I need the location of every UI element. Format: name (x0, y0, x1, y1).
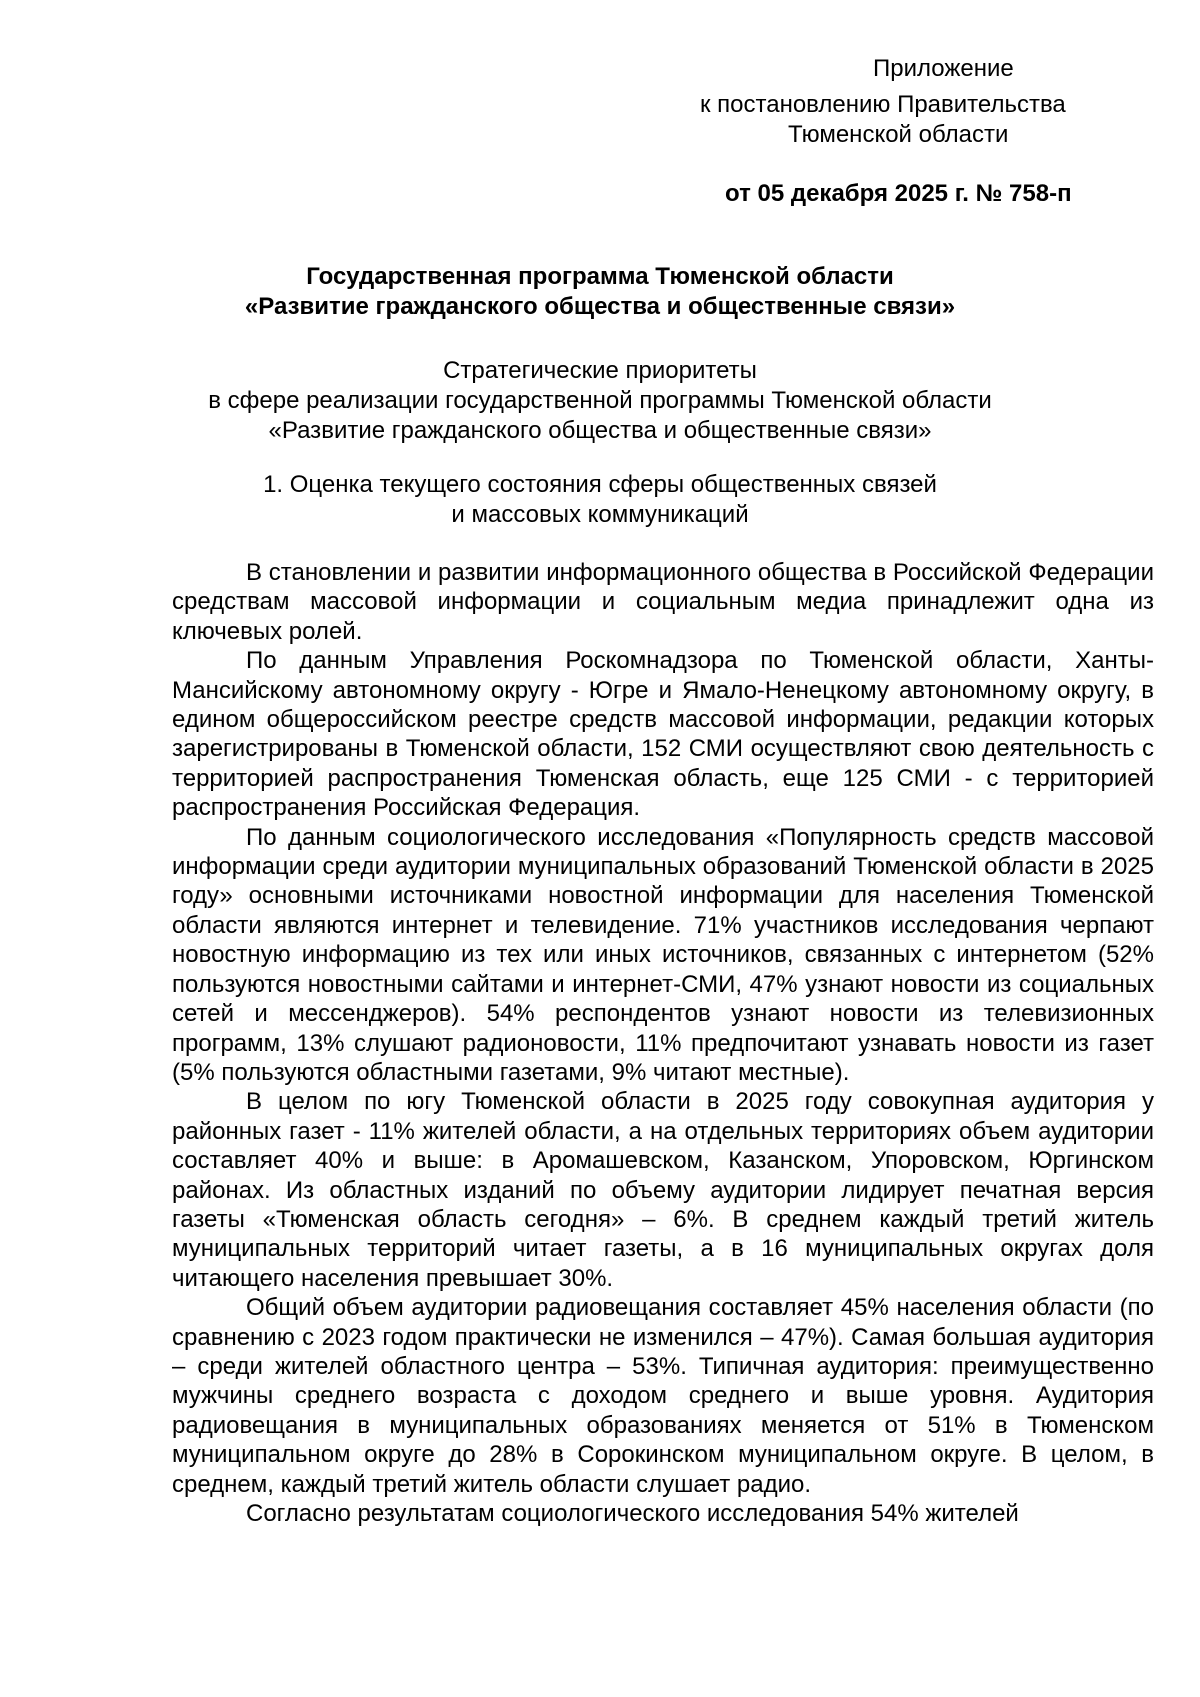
paragraph: По данным Управления Роскомнадзора по Тюменской области, Ханты-Мансийскому автономному округу - Югре и Ямало-Ненецкому автономному округу, в едином общероссийском реестре средств массовой информации, редакции которых зарегистрированы в Тюменской области, 152 СМИ осуществляют свою деятельность с территорией распространения Тюменская область, еще 125 СМИ - с территорией распространения Российская Федерация. (172, 647, 1154, 822)
resolution-region: Тюменской области (788, 121, 1009, 148)
paragraph: Общий объем аудитории радиовещания составляет 45% населения области (по сравнению с 2023 годом практически не изменился – 47%). Самая большая аудитория – среди жителей областного центра – 53%. Типичная аудитория: преимущественно мужчины среднего возраста с доходом среднего и выше уровня. Аудитория радиовещания в муниципальных образованиях меняется от 51% в Тюменском муниципальном округе до 28% в Сорокинском муниципальном округе. В целом, в среднем, каждый третий житель области слушает радио. (172, 1294, 1154, 1498)
paragraph: В целом по югу Тюменской области в 2025 году совокупная аудитория у районных газет - 11% жителей области, а на отдельных территориях объем аудитории составляет 40% и выше: в Аромашевском, Казанском, Упоровском, Юргинском районах. Из областных изданий по объему аудитории лидирует печатная версия газеты «Тюменская область сегодня» – 6%. В среднем каждый третий житель муниципальных территорий читает газеты, а в 16 муниципальных округах доля читающего населения превышает 30%. (172, 1088, 1154, 1292)
body-text (172, 558, 1154, 1528)
paragraph: Согласно результатам социологического исследования 54% жителей (246, 1500, 1019, 1527)
priorities-line-3: «Развитие гражданского общества и общественные связи» (268, 417, 932, 444)
program-title (0, 262, 1200, 322)
appendix-header (700, 54, 1140, 150)
resolution-reference: к постановлению Правительства (700, 91, 1066, 118)
paragraph: По данным социологического исследования «Популярность средств массовой информации среди аудитории муниципальных образований Тюменской области в 2025 году» основными источниками новостной информации для населения Тюменской области являются интернет и телевидение. 71% участников исследования черпают новостную информацию из тех или иных источников, связанных с интернетом (52% пользуются новостными сайтами и интернет-СМИ, 47% узнают новости из социальных сетей и мессенджеров). 54% респондентов узнают новости из телевизионных программ, 13% слушают радионовости, 11% предпочитают узнавать новости из газет (5% пользуются областными газетами, 9% читают местные). (172, 823, 1154, 1086)
appendix-label: Приложение (873, 55, 1014, 82)
resolution-date-number: от 05 декабря 2025 г. № 758-п (725, 180, 1072, 207)
program-title-line-2: «Развитие гражданского общества и общественные связи» (244, 293, 956, 320)
priorities-heading (0, 356, 1200, 446)
section-heading-line-2: и массовых коммуникаций (451, 501, 749, 528)
paragraph: В становлении и развитии информационного общества в Российской Федерации средствам массовой информации и социальным медиа принадлежит одна из ключевых ролей. (172, 559, 1154, 645)
priorities-line-2: в сфере реализации государственной программы Тюменской области (208, 387, 992, 414)
section-heading (0, 470, 1200, 530)
section-heading-line-1: 1. Оценка текущего состояния сферы общественных связей (263, 471, 937, 498)
priorities-line-1: Стратегические приоритеты (443, 357, 757, 384)
program-title-line-1: Государственная программа Тюменской области (306, 263, 894, 290)
